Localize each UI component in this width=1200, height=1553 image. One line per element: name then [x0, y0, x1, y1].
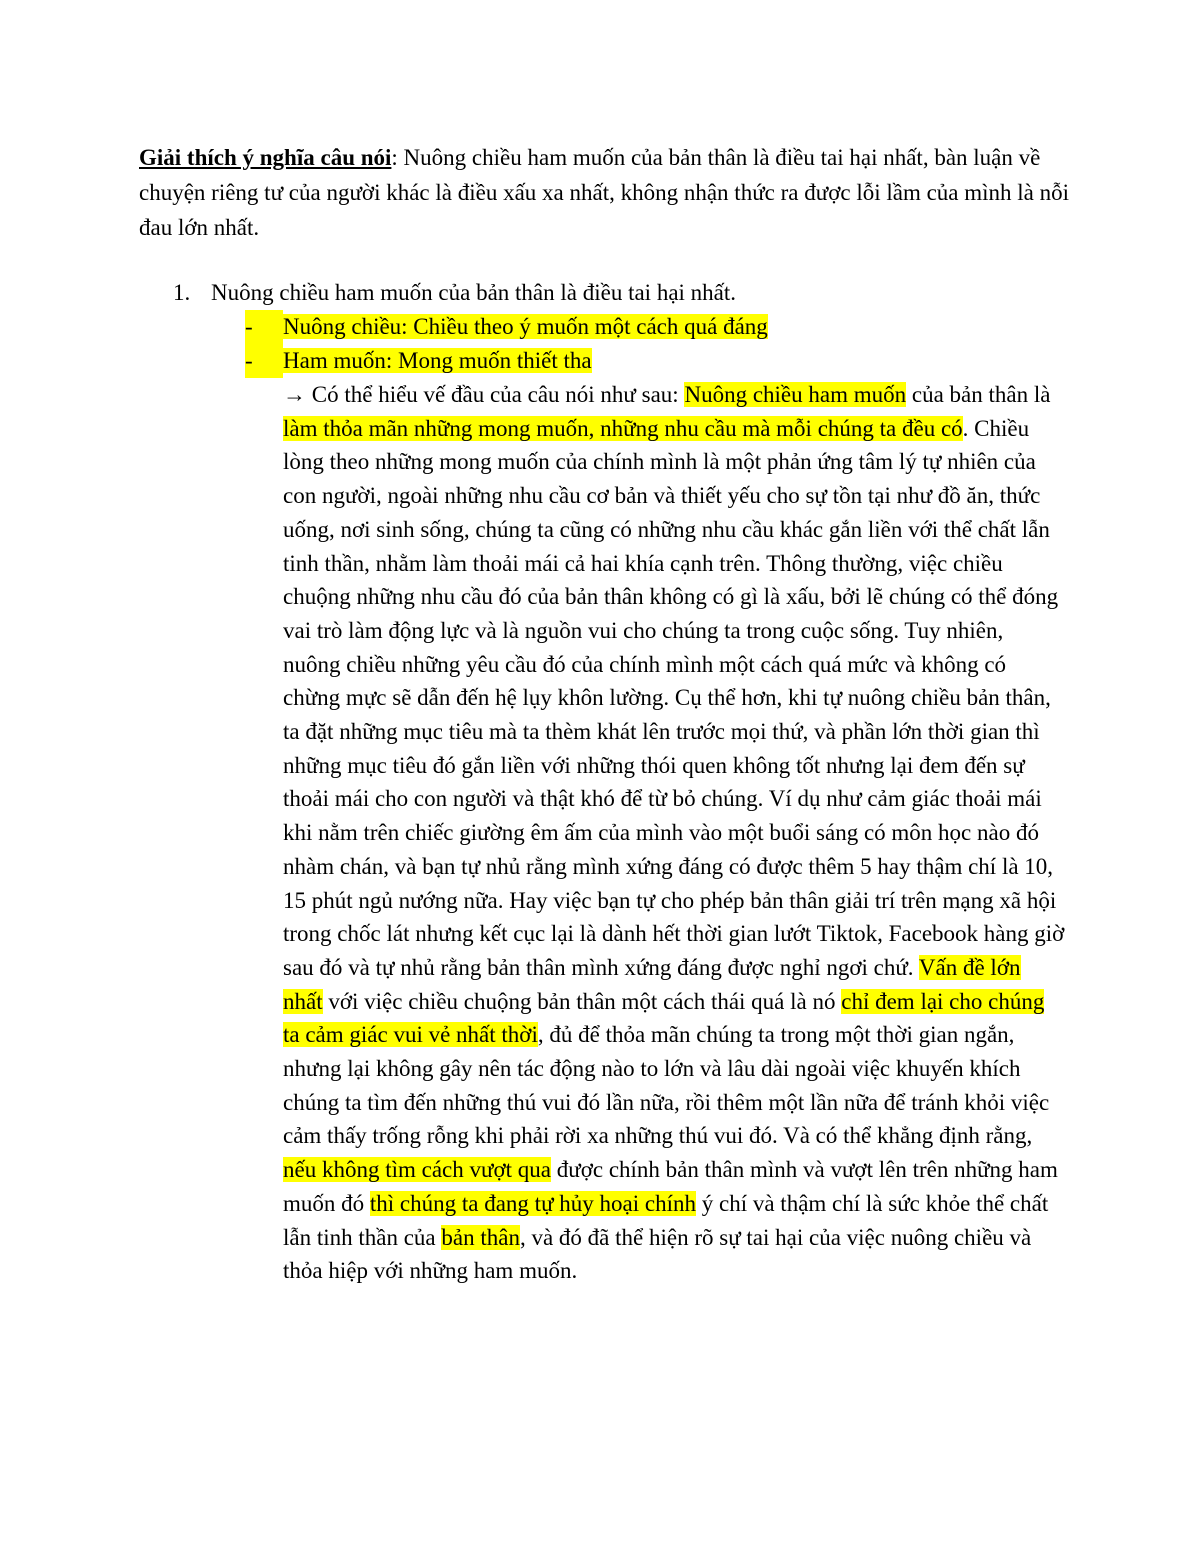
- list-number: 1.: [173, 280, 191, 305]
- section-1-heading: [173, 276, 1073, 310]
- text-run: , đủ để thỏa mãn chúng ta trong một thời gian ngắn, nhưng lại không gây nên tác động nào to lớn và lâu dài ngoài việc khuyến khích chúng ta tìm đến những thú vui đó lần nữa, rồi thêm một lần nữa để tránh khỏi việc cảm thấy trống rỗng khi phải rời xa những thú vui đó. Và có thể khẳng định rằng,: [283, 1022, 1050, 1149]
- text-run: được chính bản thân mình và vượt lên trên những ham muốn đó: [283, 1157, 1058, 1216]
- text-run: với việc chiều chuộng bản thân một cách thái quá là nó: [322, 988, 842, 1014]
- bullet-text: Ham muốn: Mong muốn thiết tha: [283, 348, 592, 373]
- bullet-item: [245, 310, 1075, 344]
- highlighted-text: chỉ đem lại cho chúng ta cảm giác vui vẻ nhất thời: [283, 988, 1045, 1048]
- intro-paragraph: [139, 140, 1074, 245]
- bullet-text: Nuông chiều: Chiều theo ý muốn một cách quá đáng: [283, 314, 768, 339]
- text-run: → Có thể hiểu vế đầu của câu nói như sau:: [283, 382, 685, 407]
- text-run: . Chiều lòng theo những mong muốn của chính mình là một phản ứng tâm lý tự nhiên của con người, ngoài những nhu cầu cơ bản và thiết yếu cho sự tồn tại như đồ ăn, thức uống, nơi sinh sống, chúng ta cũng có những nhu cầu khác gắn liền với thể chất lẫn tinh thần, nhằm làm thoải mái cả hai khía cạnh trên. Thông thường, việc chiều chuộng những nhu cầu đó của bản thân không có gì là xấu, bởi lẽ chúng có thể đóng vai trò làm động lực và là nguồn vui cho chúng ta trong cuộc sống. Tuy nhiên, nuông chiều những yêu cầu đó của chính mình một cách quá mức và không có chừng mực sẽ dẫn đến hệ lụy khôn lường. Cụ thể hơn, khi tự nuông chiều bản thân, ta đặt những mục tiêu mà ta thèm khát lên trước mọi thứ, và phần lớn thời gian thì những mục tiêu đó gắn liền với những thói quen không tốt nhưng lại đem đến sự thoải mái cho con người và thật khó để từ bỏ chúng. Ví dụ như cảm giác thoải mái khi nằm trên chiếc giường êm ấm của mình vào một buổi sáng có môn học nào đó nhàm chán, và bạn tự nhủ rằng mình xứng đáng có được thêm 5 hay thậm chí là 10, 15 phút ngủ nướng nữa. Hay việc bạn tự cho phép bản thân giải trí trên mạng xã hội trong chốc lát nhưng kết cục lại là dành hết thời gian lướt Tiktok, Facebook hàng giờ sau đó và tự nhủ rằng bản thân mình xứng đáng được nghỉ ngơi chứ.: [283, 415, 1065, 980]
- highlighted-text: Vấn đề lớn nhất: [283, 954, 1021, 1014]
- text-run: ý chí và thậm chí là sức khỏe thể chất lẫn tinh thần của: [283, 1190, 1049, 1250]
- highlighted-text: Nuông chiều ham muốn: [684, 382, 907, 407]
- text-run: , và đó đã thể hiện rõ sự tai hại của việc nuông chiều và thỏa hiệp với những ham muốn.: [283, 1224, 1032, 1284]
- intro-lead: Giải thích ý nghĩa câu nói: [139, 145, 392, 170]
- highlighted-text: thì chúng ta đang tự hủy hoại chính: [369, 1190, 696, 1216]
- section-1-title: Nuông chiều ham muốn của bản thân là điều tai hại nhất.: [211, 280, 737, 305]
- highlighted-text: bản thân: [441, 1224, 520, 1250]
- highlighted-text: nếu không tìm cách vượt qua: [283, 1157, 551, 1183]
- bullet-item: [245, 344, 1075, 378]
- highlighted-text: làm thỏa mãn những mong muốn, những nhu cầu mà mỗi chúng ta đều có: [283, 415, 963, 441]
- bullet-dash: -: [245, 344, 283, 378]
- text-run: của bản thân là: [906, 382, 1051, 407]
- explanation-paragraph: [283, 378, 1065, 1288]
- intro-text: : Nuông chiều ham muốn của bản thân là điều tai hại nhất, bàn luận về chuyện riêng tư của người khác là điều xấu xa nhất, không nhận thức ra được lỗi lầm của mình là nỗi đau lớn nhất.: [139, 145, 1070, 240]
- bullet-dash: -: [245, 310, 283, 344]
